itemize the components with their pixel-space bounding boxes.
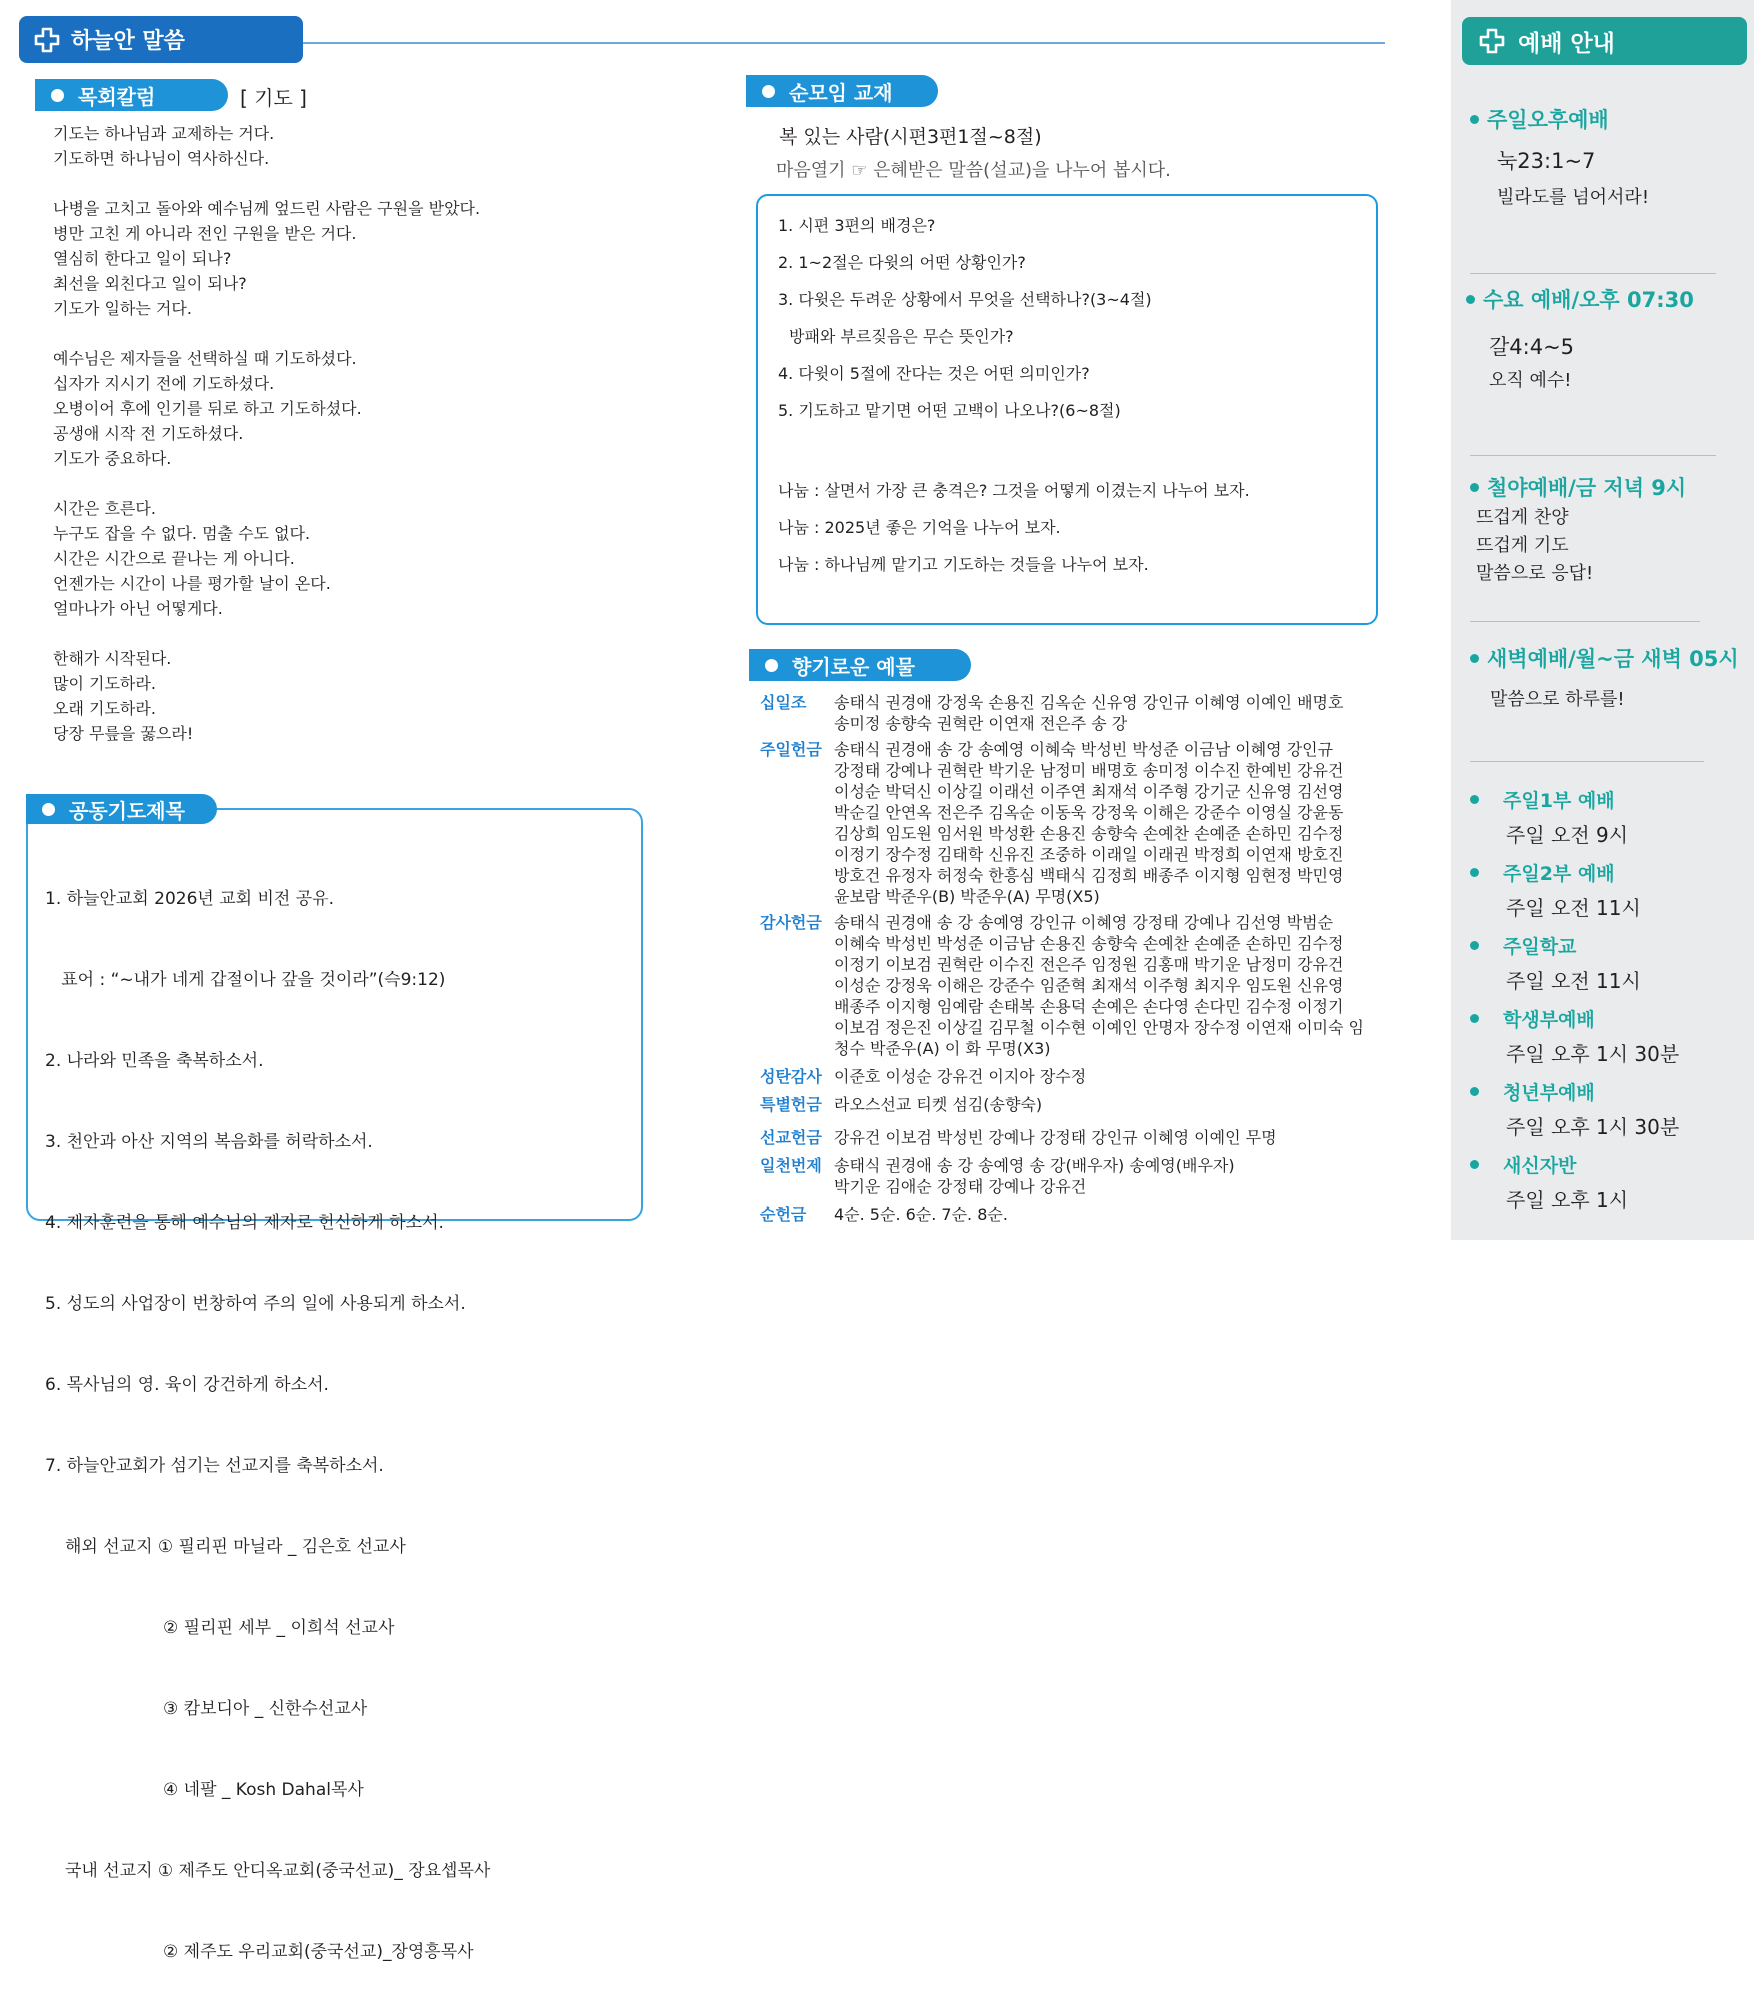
column-paragraph: 나병을 고치고 돌아와 예수님께 엎드린 사람은 구원을 받았다. 병만 고친 게 아니라 전인 구원을 받은 거다. 열심히 한다고 일이 되나? 최선을 외친다고 일이 되나? 기도가 일하는 거다. [53,199,481,318]
prayer-item: ② 필리핀 세부 _ 이희석 선교사 [163,1618,395,1638]
offering-names: 강유건 이보검 박성빈 강예나 강정태 강인규 이혜영 이예인 무명 [834,1128,1277,1147]
bullet-dot [762,85,775,98]
sidebar-divider [1470,761,1704,762]
offering-names: 라오스선교 티켓 섬김(송향숙) [834,1095,1043,1114]
offering-label: 선교헌금 [760,1128,822,1147]
offering-names: 4순. 5순. 6순. 7순. 8순. [834,1205,1008,1224]
prayer-pill-label: 공동기도제목 [69,798,185,823]
prayer-item: 2. 나라와 민족을 축복하소서. [45,1051,264,1071]
schedule-time: 주일 오후 1시 30분 [1506,1115,1680,1139]
service-title: 주일오후예배 [1470,104,1609,134]
schedule-item [1470,1151,1679,1224]
section-header [19,16,303,63]
study-question: 방패와 부르짖음은 무슨 뜻인가? [789,327,1014,346]
column-paragraph: 예수님은 제자들을 선택하실 때 기도하셨다. 십자가 지시기 전에 기도하셨다. 오병이어 후에 인기를 뒤로 하고 기도하셨다. 공생애 시작 전 기도하셨다. 기도가 중요하다. [53,349,362,468]
study-title: 복 있는 사람(시편3편1절~8절) [779,126,1042,148]
prayer-list [45,832,490,1993]
offering-row [760,1066,1414,1087]
offering-row [760,692,1414,734]
offering-row [760,912,1414,1059]
prayer-item: 4. 제자훈련을 통해 예수님의 제자로 헌신하게 하소서. [45,1213,444,1233]
prayer-item: ④ 네팔 _ Kosh Dahal목사 [163,1780,364,1800]
schedule-time: 주일 오후 1시 30분 [1506,1042,1680,1066]
bullet-dot [51,89,64,102]
schedule-title: 청년부예배 [1470,1078,1679,1105]
prayer-item: 해외 선교지 ① 필리핀 마닐라 _ 김은호 선교사 [65,1537,406,1557]
service-message: 오직 예수! [1489,370,1572,391]
prayer-item: 표어 : “~내가 네게 갑절이나 갚을 것이라”(슥9:12) [45,970,446,990]
sharing-item: 나눔 : 하나님께 맡기고 기도하는 것들을 나누어 보자. [778,555,1149,574]
bullet-dot [1470,1014,1479,1023]
bullet-dot [42,803,55,816]
cross-icon [33,26,61,54]
bullet-dot [1470,1160,1479,1169]
column-pill-label: 목회칼럼 [78,84,156,109]
study-pill [746,75,938,107]
bullet-dot [1470,115,1479,124]
schedule-item [1470,786,1679,859]
bullet-dot [1470,941,1479,950]
column-paragraph: 기도는 하나님과 교제하는 거다. 기도하면 하나님이 역사하신다. [53,124,275,168]
prayer-item: 6. 목사님의 영. 육이 강건하게 하소서. [45,1375,329,1395]
offering-row [760,1094,1414,1115]
bullet-dot [1470,1087,1479,1096]
column-body [53,121,480,746]
bullet-dot [1466,295,1475,304]
header-divider [303,42,1385,44]
offering-row [760,1204,1414,1225]
schedule-item [1470,932,1679,1005]
prayer-item: 7. 하늘안교회가 섬기는 선교지를 축복하소서. [45,1456,384,1476]
bullet-dot [1470,654,1479,663]
prayer-item: 3. 천안과 아산 지역의 복음화를 허락하소서. [45,1132,373,1152]
sidebar-title: 예배 안내 [1518,30,1615,57]
offering-label: 십일조 [760,693,807,712]
offering-label: 주일헌금 [760,740,822,759]
column-topic: [ 기도 ] [240,86,307,110]
study-pill-label: 순모임 교재 [789,80,893,105]
schedule-item [1470,1078,1679,1151]
study-question: 5. 기도하고 맡기면 어떤 고백이 나오나?(6~8절) [778,401,1121,420]
sidebar-divider [1470,455,1716,456]
bullet-dot [765,659,778,672]
offering-pill [749,649,971,681]
schedule-title: 주일1부 예배 [1470,786,1679,813]
service-title: 수요 예배/오후 07:30 [1466,284,1694,314]
schedule-title: 주일2부 예배 [1470,859,1679,886]
service-title: 새벽예배/월~금 새벽 05시 [1470,643,1739,673]
offering-names: 이준호 이성순 강유건 이지아 장수정 [834,1067,1087,1086]
column-paragraph: 시간은 흐른다. 누구도 잡을 수 없다. 멈출 수도 없다. 시간은 시간으로 끝나는 게 아니다. 언젠가는 시간이 나를 평가할 날이 온다. 얼마나가 아닌 어떻게다. [53,499,331,618]
service-title: 철야예배/금 저녁 9시 [1470,472,1686,502]
offering-names: 송태식 권경애 강정욱 손용진 김옥순 신유영 강인규 이혜영 이예인 배명호 송미정 송향숙 권혁란 이연재 전은주 송 강 [834,693,1344,733]
sharing-item: 나눔 : 살면서 가장 큰 충격은? 그것을 어떻게 이겼는지 나누어 보자. [778,481,1250,500]
offering-names: 송태식 권경애 송 강 송예영 강인규 이혜영 강정태 강예나 김선영 박범순 이혜숙 박성빈 박성준 이금남 손용진 송향숙 손예찬 손예준 손하민 김수정 이정기 이보검 권혁란 이수진 전은주 임정원 김홍매 박기운 남정미 강유건 이성순 강정욱 이해은 강준수 임준혁 최재석 이주형 최지우 임도원 신유영 배종주 이지형 임예람 손태복 손용덕 손예은 손다영 손다민 김수정 이정기 이보검 정은진 이상길 김무철 이수현 이예인 안명자 장수정 이연재 이미숙 임 청수 박준우(A) 이 화 무명(X3) [834,913,1364,1058]
prayer-item: ② 제주도 우리교회(중국선교)_장영흥목사 [163,1942,474,1962]
schedule-title: 주일학교 [1470,932,1679,959]
service-message: 빌라도를 넘어서라! [1497,187,1650,208]
offering-row [760,1155,1414,1197]
prayer-pill [26,794,217,824]
prayer-item: 5. 성도의 사업장이 번창하여 주의 일에 사용되게 하소서. [45,1294,466,1314]
worship-schedule [1470,786,1679,1224]
schedule-title: 학생부예배 [1470,1005,1679,1032]
service-scripture: 갈4:4~5 [1489,335,1575,359]
schedule-time: 주일 오전 11시 [1506,969,1641,993]
schedule-time: 주일 오전 11시 [1506,896,1641,920]
bullet-dot [1470,868,1479,877]
sidebar-header [1462,17,1747,65]
study-subtitle: 마음열기 ☞ 은혜받은 말씀(설교)을 나누어 봅시다. [776,160,1171,181]
service-scripture: 눅23:1~7 [1497,149,1596,173]
offering-names: 송태식 권경애 송 강 송예영 이혜숙 박성빈 박성준 이금남 이혜영 강인규 강정태 강예나 권혁란 박기운 남정미 배명호 송미정 이수진 한예빈 강유건 이성순 박덕신 이상길 이래선 이주연 최재석 이주형 강기군 신유영 김선영 박순길 안연옥 전은주 김옥순 이동욱 강정욱 이해은 강준수 이영실 강윤동 김상희 임도원 임서원 박성환 손용진 송향숙 손예찬 손예준 손하민 김수정 이정기 장수정 김태학 신유진 조중하 이래일 이래권 박정희 이연재 방호진 방호건 유정자 허정숙 한흥심 백태식 김정희 배종주 이지형 임현정 박민영 윤보람 박준우(B) 박준우(A) 무명(X5) [834,740,1344,906]
prayer-item: ③ 캄보디아 _ 신한수선교사 [163,1699,368,1719]
service-lines: 뜨겁게 찬양 뜨겁게 기도 말씀으로 응답! [1476,507,1594,584]
section-title: 하늘안 말씀 [71,29,185,54]
offering-row [760,1127,1414,1148]
prayer-item: 국내 선교지 ① 제주도 안디옥교회(중국선교)_ 장요셉목사 [65,1861,491,1881]
schedule-time: 주일 오전 9시 [1506,823,1629,847]
study-question: 4. 다윗이 5절에 잔다는 것은 어떤 의미인가? [778,364,1090,383]
offering-row [760,739,1414,907]
column-paragraph: 한해가 시작된다. 많이 기도하라. 오래 기도하라. 당장 무릎을 꿇으라! [53,649,194,743]
offering-pill-label: 향기로운 예물 [792,654,915,679]
sidebar-divider [1470,273,1716,274]
offering-label: 순헌금 [760,1205,807,1224]
study-question: 3. 다윗은 두려운 상황에서 무엇을 선택하나?(3~4절) [778,290,1152,309]
study-question: 2. 1~2절은 다윗의 어떤 상황인가? [778,253,1026,272]
bullet-dot [1470,795,1479,804]
offering-names: 송태식 권경애 송 강 송예영 송 강(배우자) 송예영(배우자) 박기운 김애순 강정태 강예나 강유건 [834,1156,1235,1196]
offering-label: 일천번제 [760,1156,822,1175]
sidebar-divider [1470,621,1700,622]
offering-label: 특별헌금 [760,1095,822,1114]
service-message: 말씀으로 하루를! [1490,689,1625,710]
column-pill [35,79,228,111]
offering-list [760,692,1414,1225]
schedule-item [1470,859,1679,932]
study-questions [778,213,1152,435]
study-sharing [778,478,1250,589]
schedule-time: 주일 오후 1시 [1506,1188,1629,1212]
sharing-item: 나눔 : 2025년 좋은 기억을 나누어 보자. [778,518,1061,537]
offering-label: 성탄감사 [760,1067,822,1086]
offering-label: 감사헌금 [760,913,822,932]
prayer-item: 1. 하늘안교회 2026년 교회 비전 공유. [45,889,334,909]
schedule-item [1470,1005,1679,1078]
schedule-title: 새신자반 [1470,1151,1679,1178]
cross-icon [1478,27,1506,55]
bullet-dot [1470,483,1479,492]
study-question: 1. 시편 3편의 배경은? [778,216,936,235]
